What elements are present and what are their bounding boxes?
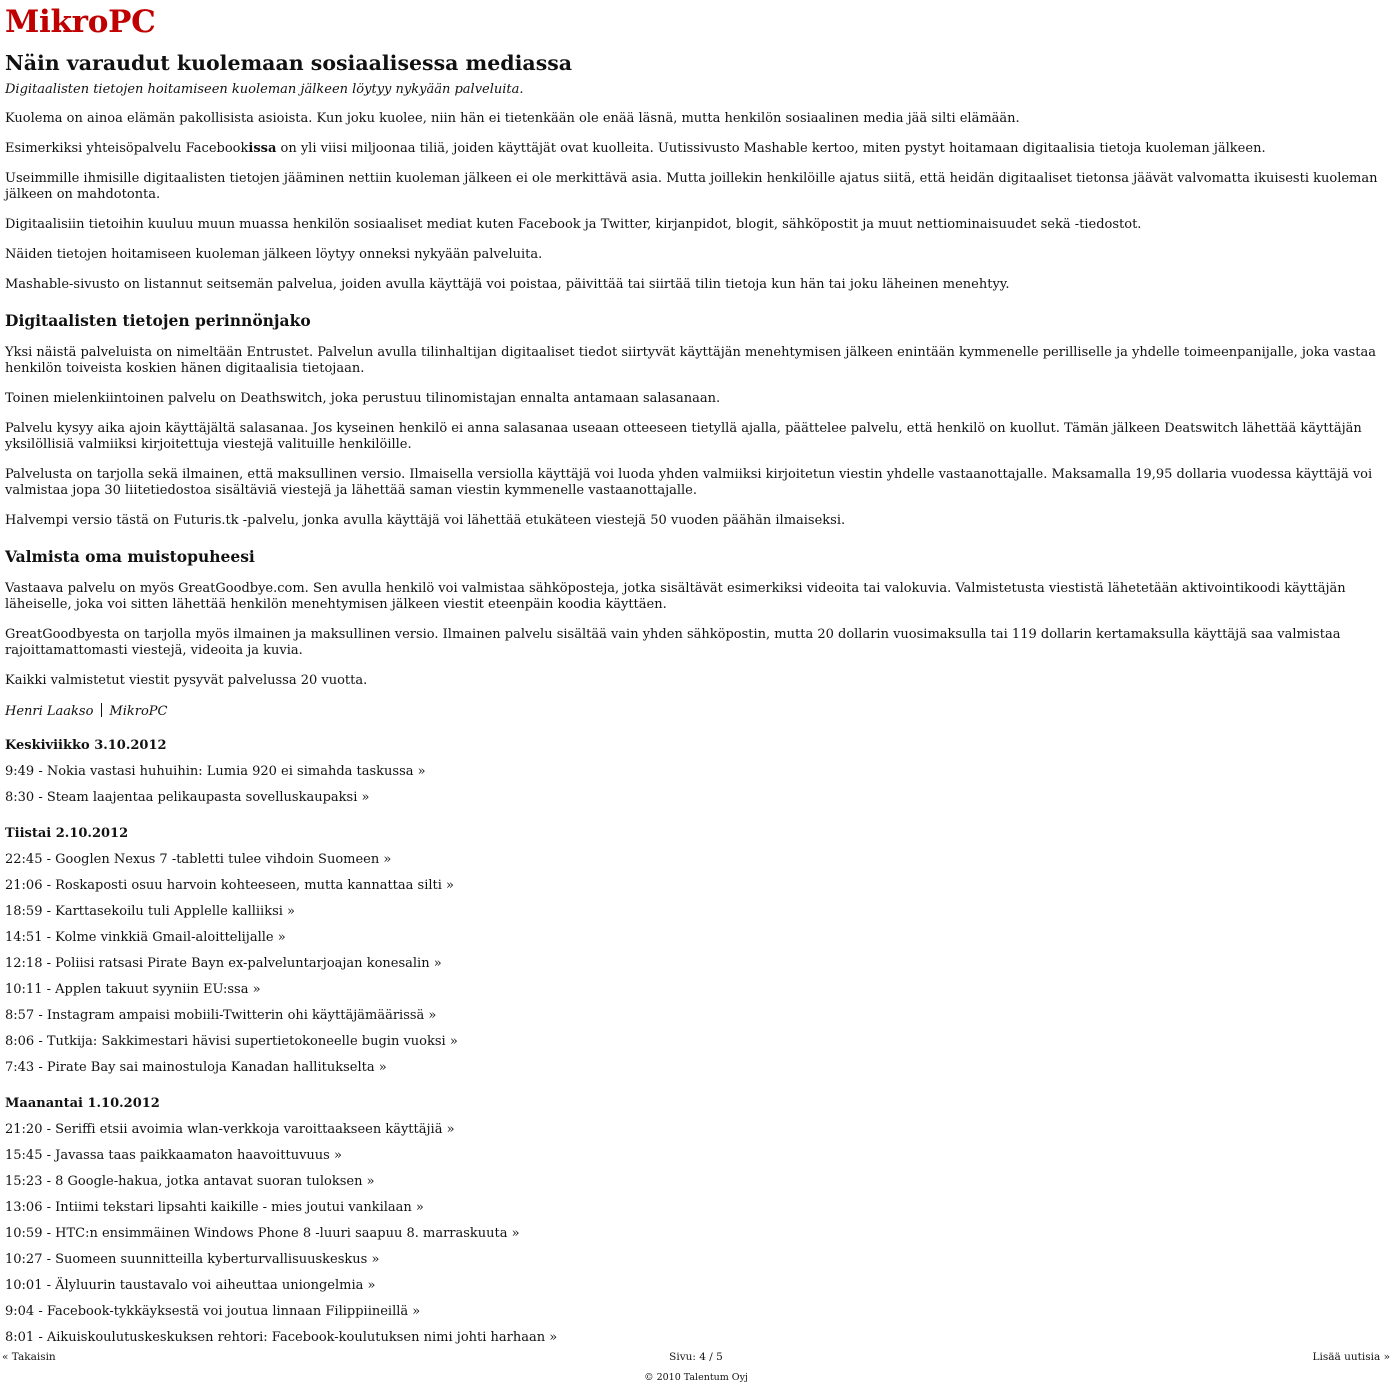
news-item-link[interactable]: 9:49 - Nokia vastasi huhuihin: Lumia 920 ei simahda taskussa » xyxy=(5,764,426,779)
more-news-link[interactable]: Lisää uutisia » xyxy=(1312,1351,1390,1363)
news-item-link[interactable]: 12:18 - Poliisi ratsasi Pirate Bayn ex-palveluntarjoajan konesalin » xyxy=(5,956,442,971)
back-link[interactable]: « Takaisin xyxy=(2,1351,56,1363)
article-paragraph: Palvelusta on tarjolla sekä ilmainen, että maksullinen versio. Ilmaisella versiolla käyttäjä voi luoda yhden valmiiksi kirjoitetun viestin yhdelle vastaanottajalle. Maksamalla 19,95 dollaria vuodessa käyttäjä voi valmistaa jopa 30 liitetiedostoa sisältäviä viestejä ja lähettää saman viestin kymmenelle vastaanottajalle. xyxy=(5,467,1373,498)
copyright: © 2010 Talentum Oyj xyxy=(644,1372,748,1383)
news-day-heading: Keskiviikko 3.10.2012 xyxy=(5,738,167,753)
news-item xyxy=(5,764,1387,790)
news-item xyxy=(5,1034,1387,1060)
news-item-link[interactable]: 8:57 - Instagram ampaisi mobiili-Twitterin ohi käyttäjämäärissä » xyxy=(5,1008,437,1023)
news-item xyxy=(5,1008,1387,1034)
article-paragraph: Kaikki valmistetut viestit pysyvät palvelussa 20 vuotta. xyxy=(5,673,368,688)
news-item xyxy=(5,982,1387,1008)
article-paragraph xyxy=(5,141,1387,157)
site-logo[interactable]: MikroPC xyxy=(5,4,156,40)
article-paragraph: Digitaalisiin tietoihin kuuluu muun muassa henkilön sosiaaliset mediat kuten Facebook ja Twitter, kirjanpidot, blogit, sähköpostit ja muut nettiominaisuudet sekä -tiedostot. xyxy=(5,217,1142,232)
news-item xyxy=(5,852,1387,878)
news-item-link[interactable]: 21:20 - Seriffi etsii avoimia wlan-verkkoja varoittaakseen käyttäjiä » xyxy=(5,1122,455,1137)
news-list xyxy=(5,852,1387,1086)
article-paragraph: GreatGoodbyesta on tarjolla myös ilmainen ja maksullinen versio. Ilmainen palvelu sisältää vain yhden sähköpostin, mutta 20 dollarin vuosimaksulla tai 119 dollarin kertamaksulla käyttäjä saa valmistaa rajoittamattomasti viestejä, videoita ja kuvia. xyxy=(5,627,1341,658)
news-item-link[interactable]: 10:27 - Suomeen suunnitteilla kyberturvallisuuskeskus » xyxy=(5,1252,380,1267)
page-indicator: Sivu: 4 / 5 xyxy=(669,1351,723,1363)
article-paragraph: Näiden tietojen hoitamiseen kuoleman jälkeen löytyy onneksi nykyään palveluita. xyxy=(5,247,543,262)
pagination-bar xyxy=(2,1350,1390,1364)
news-item xyxy=(5,1304,1387,1330)
paragraph-text: on yli viisi miljoonaa tiliä, joiden käyttäjät ovat kuolleita. Uutissivusto Mashable kertoo, miten pystyt hoitamaan digitaalisia tietoja kuoleman jälkeen. xyxy=(276,141,1266,156)
news-item-link[interactable]: 8:01 - Aikuiskoulutuskeskuksen rehtori: Facebook-koulutuksen nimi johti harhaan » xyxy=(5,1330,558,1345)
news-item xyxy=(5,878,1387,904)
article-title: Näin varaudut kuolemaan sosiaalisessa mediassa xyxy=(5,51,573,75)
news-item xyxy=(5,1278,1387,1304)
news-day-heading: Tiistai 2.10.2012 xyxy=(5,826,129,841)
article-paragraph: Halvempi versio tästä on Futuris.tk -palvelu, jonka avulla käyttäjä voi lähettää etukäteen viestejä 50 vuoden päähän ilmaiseksi. xyxy=(5,513,846,528)
article-paragraph: Vastaava palvelu on myös GreatGoodbye.com. Sen avulla henkilö voi valmistaa sähköposteja, jotka sisältävät esimerkiksi videoita tai valokuvia. Valmistetusta viestistä lähetetään aktivointikoodi käyttäjän läheiselle, joka voi sitten lähettää henkilön menehtymisen jälkeen viestit eteenpäin koodia käyttäen. xyxy=(5,581,1346,612)
article-paragraph: Yksi näistä palveluista on nimeltään Entrustet. Palvelun avulla tilinhaltijan digitaaliset tiedot siirtyvät käyttäjän menehtymisen jälkeen enintään kymmenelle perilliselle ja yhdelle toimeenpanijalle, joka vastaa henkilön toiveista koskien hänen digitaalisia tietojaan. xyxy=(5,345,1376,376)
news-item xyxy=(5,790,1387,816)
news-item xyxy=(5,1252,1387,1278)
news-list xyxy=(5,1122,1387,1356)
news-list xyxy=(5,764,1387,816)
bold-text: issa xyxy=(248,141,277,156)
article-paragraph: Kuolema on ainoa elämän pakollisista asioista. Kun joku kuolee, niin hän ei tietenkään ole enää läsnä, mutta henkilön sosiaalinen media jää silti elämään. xyxy=(5,111,1020,126)
news-item-link[interactable]: 15:23 - 8 Google-hakua, jotka antavat suoran tuloksen » xyxy=(5,1174,375,1189)
news-item-link[interactable]: 9:04 - Facebook-tykkäyksestä voi joutua linnaan Filippiineillä » xyxy=(5,1304,421,1319)
article-paragraph: Toinen mielenkiintoinen palvelu on Deathswitch, joka perustuu tilinomistajan ennalta antamaan salasanaan. xyxy=(5,391,721,406)
author-name: Henri Laakso xyxy=(5,704,94,719)
news-item-link[interactable]: 21:06 - Roskaposti osuu harvoin kohteeseen, mutta kannattaa silti » xyxy=(5,878,454,893)
news-item-link[interactable]: 10:11 - Applen takuut syyniin EU:ssa » xyxy=(5,982,261,997)
news-item-link[interactable]: 8:06 - Tutkija: Sakkimestari hävisi supertietokoneelle bugin vuoksi » xyxy=(5,1034,458,1049)
news-item xyxy=(5,1174,1387,1200)
news-item-link[interactable]: 22:45 - Googlen Nexus 7 -tabletti tulee vihdoin Suomeen » xyxy=(5,852,392,867)
byline xyxy=(5,703,1387,720)
news-item-link[interactable]: 14:51 - Kolme vinkkiä Gmail-aloittelijalle » xyxy=(5,930,286,945)
byline-divider xyxy=(101,703,102,717)
news-item-link[interactable]: 18:59 - Karttasekoilu tuli Applelle kalliiksi » xyxy=(5,904,296,919)
news-item-link[interactable]: 15:45 - Javassa taas paikkaamaton haavoittuvuus » xyxy=(5,1148,342,1163)
article-lead: Digitaalisten tietojen hoitamiseen kuoleman jälkeen löytyy nykyään palveluita. xyxy=(5,82,524,97)
news-item-link[interactable]: 13:06 - Intiimi tekstari lipsahti kaikille - mies joutui vankilaan » xyxy=(5,1200,424,1215)
section-heading: Digitaalisten tietojen perinnönjako xyxy=(5,311,311,330)
article-source: MikroPC xyxy=(109,704,168,719)
news-day-heading: Maanantai 1.10.2012 xyxy=(5,1096,160,1111)
news-item xyxy=(5,956,1387,982)
news-item-link[interactable]: 8:30 - Steam laajentaa pelikaupasta sovelluskaupaksi » xyxy=(5,790,370,805)
article-paragraph: Useimmille ihmisille digitaalisten tietojen jääminen nettiin kuoleman jälkeen ei ole merkittävä asia. Mutta joillekin henkilöille ajatus siitä, että heidän digitaaliset tietonsa jäävät valvomatta ikuisesti kuoleman jälkeen on mahdotonta. xyxy=(5,171,1378,202)
news-item xyxy=(5,930,1387,956)
section-heading: Valmista oma muistopuheesi xyxy=(5,547,255,566)
article-paragraph: Mashable-sivusto on listannut seitsemän palvelua, joiden avulla käyttäjä voi poistaa, päivittää tai siirtää tilin tietoja kun hän tai joku läheinen menehtyy. xyxy=(5,277,1010,292)
news-item xyxy=(5,1060,1387,1086)
news-item-link[interactable]: 10:01 - Älyluurin taustavalo voi aiheuttaa uniongelmia » xyxy=(5,1278,376,1293)
news-archive xyxy=(5,738,1387,1356)
paragraph-text: Esimerkiksi yhteisöpalvelu Facebook xyxy=(5,141,249,156)
news-item-link[interactable]: 10:59 - HTC:n ensimmäinen Windows Phone 8 -luuri saapuu 8. marraskuuta » xyxy=(5,1226,520,1241)
news-item xyxy=(5,1148,1387,1174)
news-item xyxy=(5,1200,1387,1226)
news-item xyxy=(5,904,1387,930)
news-item xyxy=(5,1226,1387,1252)
article-paragraph: Palvelu kysyy aika ajoin käyttäjältä salasanaa. Jos kyseinen henkilö ei anna salasanaa useaan otteeseen tietyllä ajalla, päättelee palvelu, että henkilö on kuollut. Tämän jälkeen Deatswitch lähettää käyttäjän yksilöllisiä valmiiksi kirjoitettuja viestejä valituille henkilöille. xyxy=(5,421,1362,452)
news-item xyxy=(5,1122,1387,1148)
news-item-link[interactable]: 7:43 - Pirate Bay sai mainostuloja Kanadan hallitukselta » xyxy=(5,1060,387,1075)
